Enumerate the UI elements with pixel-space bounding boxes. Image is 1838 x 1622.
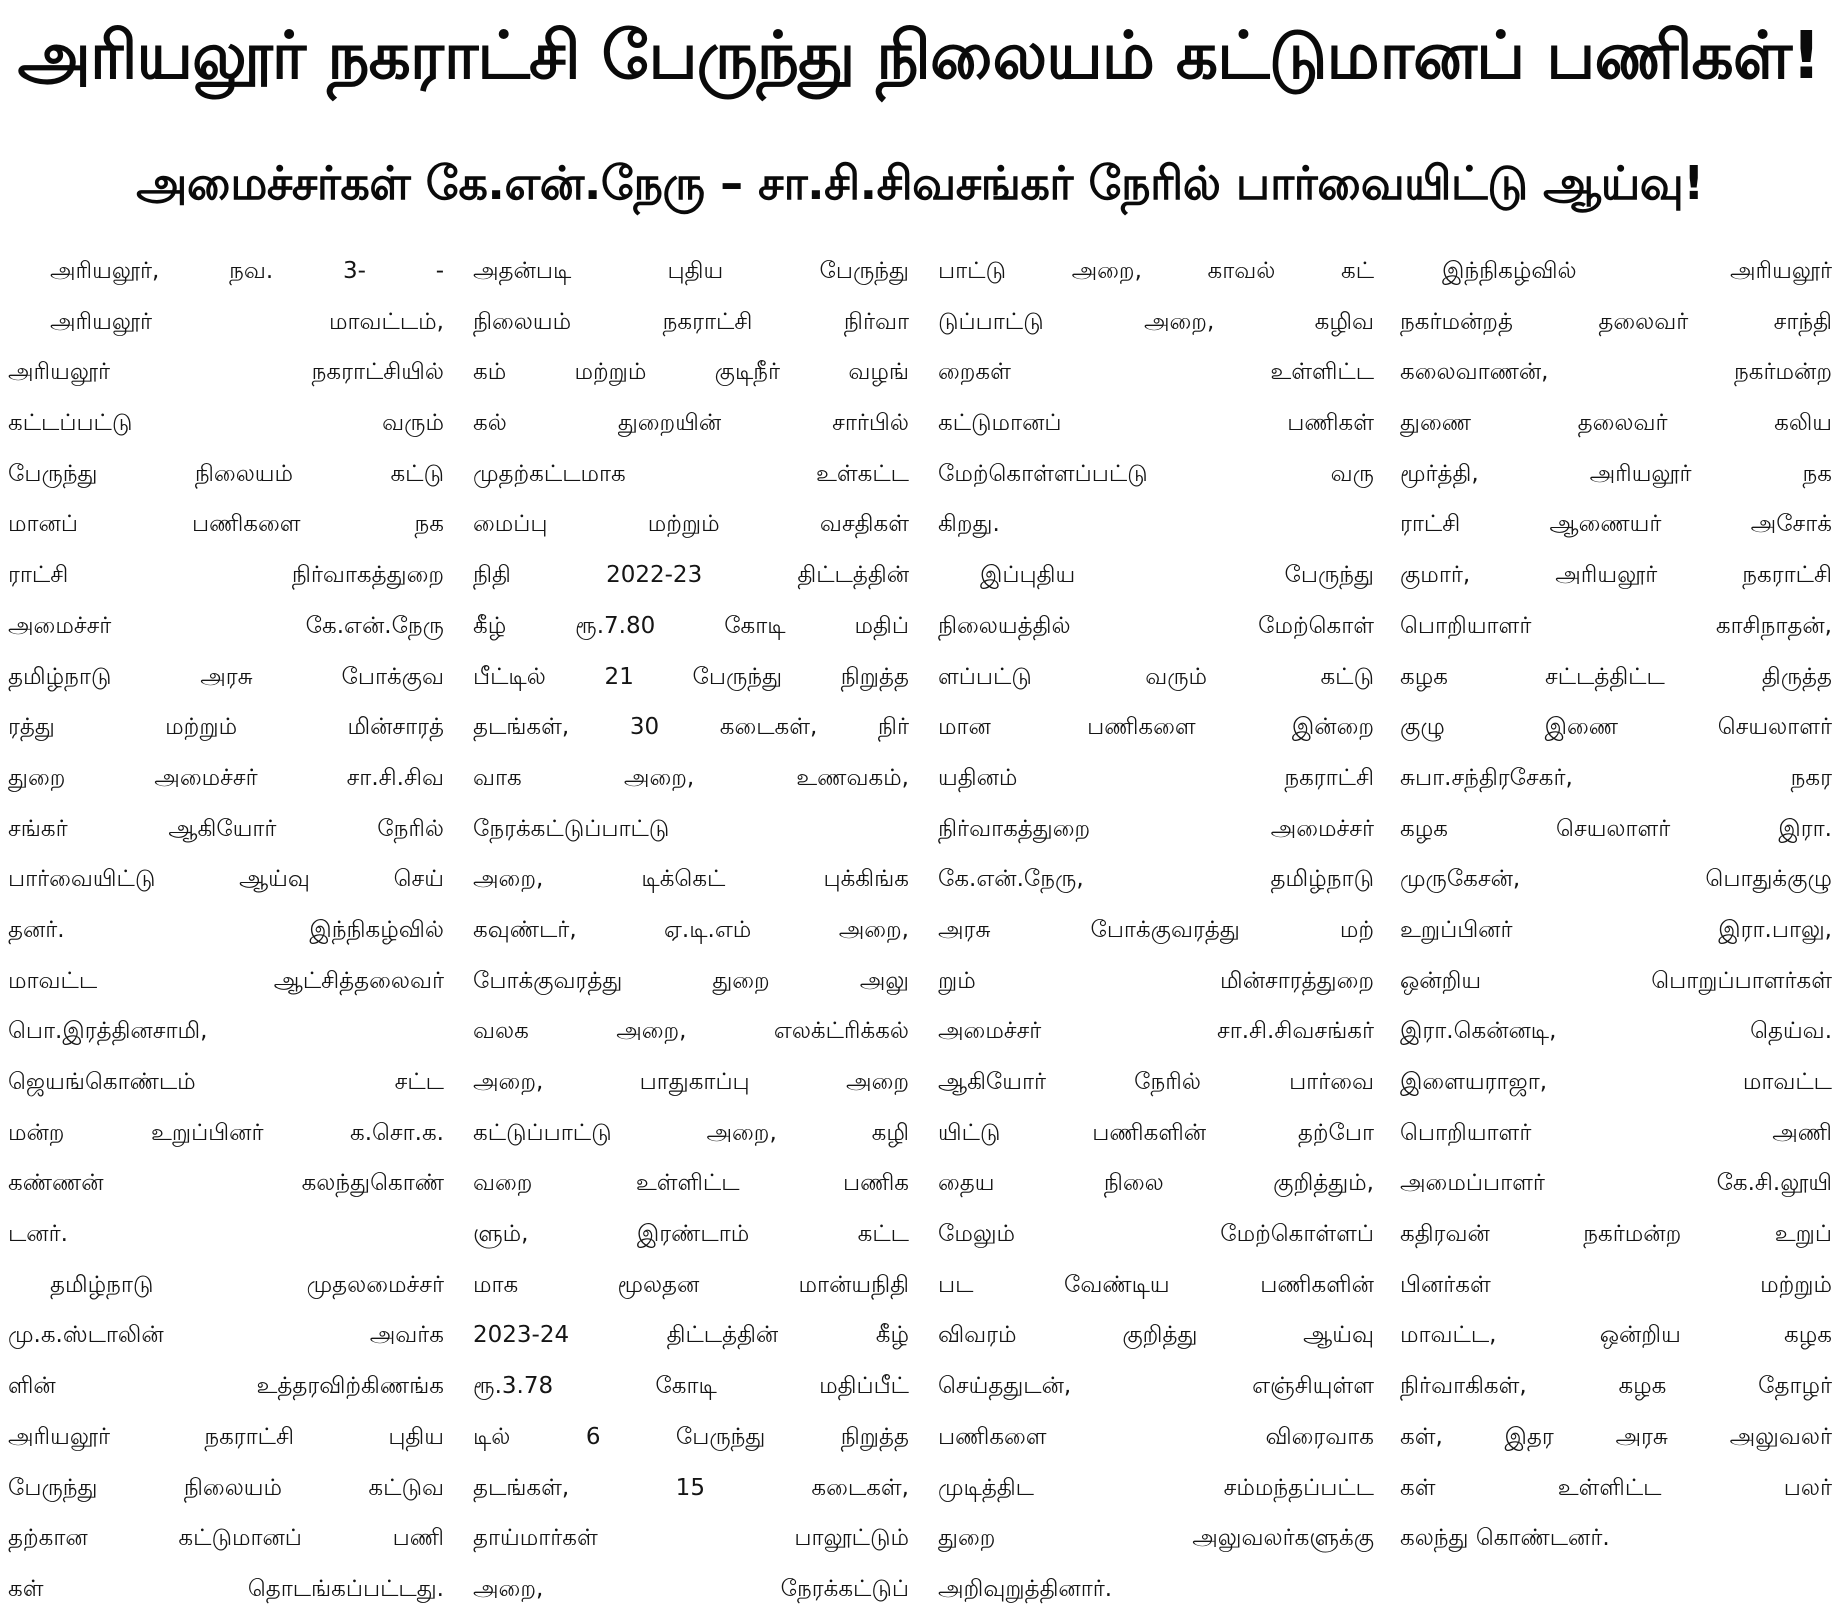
article-column-2 — [473, 246, 909, 1616]
article-line: மேலும் மேற்கொள்ளப் — [938, 1221, 1374, 1248]
article-line: துறை அமைச்சர் சா.சி.சிவ — [8, 764, 444, 791]
article-line: முருகேசன், பொதுக்குழு — [1400, 866, 1832, 893]
article-line: கலந்து கொண்டனர். — [1400, 1525, 1610, 1552]
article-line: இந்நிகழ்வில் அரியலூர் — [1442, 258, 1832, 284]
article-line: கீழ் ரூ.7.80 கோடி மதிப் — [473, 612, 909, 639]
article-line: யதினம் நகராட்சி — [938, 764, 1374, 791]
article-line: முடித்திட சம்மந்தப்பட்ட — [938, 1474, 1374, 1501]
article-line: நிலையத்தில் மேற்கொள் — [938, 612, 1374, 639]
article-column-4 — [1400, 246, 1832, 1616]
article-line: ராட்சி நிர்வாகத்துறை — [8, 562, 444, 589]
article-line: டில் 6 பேருந்து நிறுத்த — [473, 1423, 909, 1450]
article-line: செய்ததுடன், எஞ்சியுள்ள — [938, 1373, 1374, 1400]
article-line: நிலையம் நகராட்சி நிர்வா — [473, 308, 909, 335]
subheadline: அமைச்சர்கள் கே.என்.நேரு – சா.சி.சிவசங்கர் நேரில் பார்வையிட்டு ஆய்வு! — [136, 155, 1704, 210]
article-line: கல் துறையின் சார்பில் — [473, 410, 909, 437]
article-line: அறை, நேரக்கட்டுப் — [473, 1575, 909, 1602]
article-line: குழு இணை செயலாளர் — [1400, 714, 1832, 741]
article-line: அறை, டிக்கெட் புக்கிங்க — [473, 866, 909, 893]
article-line: மூர்த்தி, அரியலூர் நக — [1400, 460, 1832, 487]
article-line: குமார், அரியலூர் நகராட்சி — [1400, 562, 1832, 589]
article-line: தமிழ்நாடு அரசு போக்குவ — [8, 663, 444, 690]
article-line: கட்டப்பட்டு வரும் — [8, 410, 444, 437]
article-line: தமிழ்நாடு முதலமைச்சர் — [50, 1271, 444, 1298]
article-line: ராட்சி ஆணையர் அசோக் — [1400, 511, 1832, 538]
article-column-1 — [8, 246, 444, 1616]
article-line: அறை, பாதுகாப்பு அறை — [473, 1069, 909, 1095]
article-line: மாவட்ட, ஒன்றிய கழக — [1400, 1322, 1832, 1349]
article-line: கதிரவன் நகர்மன்ற உறுப் — [1400, 1221, 1832, 1248]
article-line: ஒன்றிய பொறுப்பாளர்கள் — [1400, 967, 1832, 994]
article-line: மாவட்ட ஆட்சித்தலைவர் — [8, 967, 444, 994]
article-line: மேற்கொள்ளப்பட்டு வரு — [938, 460, 1374, 487]
article-line: ளப்பட்டு வரும் கட்டு — [938, 663, 1374, 690]
article-line: துணை தலைவர் கலிய — [1400, 410, 1832, 437]
article-line: தடங்கள், 15 கடைகள், — [473, 1474, 909, 1501]
article-line: 2023-24 திட்டத்தின் கீழ் — [473, 1322, 909, 1349]
article-line: நிதி 2022-23 திட்டத்தின் — [473, 562, 909, 589]
article-line: நேரக்கட்டுப்பாட்டு — [473, 815, 670, 842]
article-line: தாய்மார்கள் பாலூட்டும் — [473, 1525, 909, 1552]
article-line: டுப்பாட்டு அறை, கழிவ — [938, 308, 1374, 335]
article-line: பணிகளை விரைவாக — [938, 1423, 1374, 1450]
article-line: நிர்வாகத்துறை அமைச்சர் — [938, 815, 1374, 842]
article-line: பார்வையிட்டு ஆய்வு செய் — [8, 866, 444, 893]
article-line: பேருந்து நிலையம் கட்டுவ — [8, 1474, 444, 1501]
article-column-3 — [938, 246, 1374, 1616]
article-line: மான பணிகளை இன்றை — [938, 714, 1374, 741]
article-line: தற்கான கட்டுமானப் பணி — [8, 1525, 444, 1552]
article-line: கண்ணன் கலந்துகொண் — [8, 1170, 444, 1197]
article-line: நிர்வாகிகள், கழக தோழர் — [1400, 1373, 1832, 1400]
article-line: பீட்டில் 21 பேருந்து நிறுத்த — [473, 663, 909, 690]
article-line: கவுண்டர், ஏ.டி.எம் அறை, — [473, 916, 909, 943]
article-line: கலைவாணன், நகர்மன்ற — [1400, 359, 1832, 386]
article-line: உறுப்பினர் இரா.பாலு, — [1400, 916, 1832, 943]
article-line: அமைச்சர் கே.என்.நேரு — [8, 612, 444, 639]
article-line: றைகள் உள்ளிட்ட — [938, 359, 1374, 386]
article-line: கட்டுப்பாட்டு அறை, கழி — [473, 1119, 909, 1146]
article-line: மாக மூலதன மான்யநிதி — [473, 1271, 909, 1298]
article-line: சங்கர் ஆகியோர் நேரில் — [8, 815, 444, 842]
article-line: பொறியாளர் அணி — [1400, 1119, 1832, 1146]
article-line: பட வேண்டிய பணிகளின் — [938, 1271, 1374, 1298]
article-line: ரூ.3.78 கோடி மதிப்பீட் — [473, 1373, 909, 1400]
article-line: கள், இதர அரசு அலுவலர் — [1400, 1423, 1832, 1450]
article-line: கள் உள்ளிட்ட பலர் — [1400, 1474, 1832, 1501]
article-line: மன்ற உறுப்பினர் க.சொ.க. — [8, 1119, 444, 1146]
headline: அரியலூர் நகராட்சி பேருந்து நிலையம் கட்டுமானப் பணிகள்! — [17, 17, 1821, 94]
article-line: கே.என்.நேரு, தமிழ்நாடு — [938, 866, 1374, 893]
article-line: கழக செயலாளர் இரா. — [1400, 815, 1832, 842]
article-line: பொறியாளர் காசிநாதன், — [1400, 612, 1832, 639]
article-line: ஆகியோர் நேரில் பார்வை — [938, 1069, 1374, 1095]
article-line: மைப்பு மற்றும் வசதிகள் — [473, 511, 909, 538]
article-line: கம் மற்றும் குடிநீர் வழங் — [473, 359, 909, 386]
article-line: கழக சட்டத்திட்ட திருத்த — [1400, 663, 1832, 690]
article-line: நகர்மன்றத் தலைவர் சாந்தி — [1400, 308, 1832, 335]
article-line: ளின் உத்தரவிற்கிணங்க — [8, 1373, 444, 1400]
article-line: விவரம் குறித்து ஆய்வு — [938, 1322, 1374, 1349]
article-line: இளையராஜா, மாவட்ட — [1400, 1069, 1832, 1095]
article-line: முதற்கட்டமாக உள்கட்ட — [473, 460, 909, 487]
article-line: அதன்படி புதிய பேருந்து — [473, 258, 909, 284]
article-line: டனர். — [8, 1221, 68, 1248]
article-line: இப்புதிய பேருந்து — [980, 562, 1374, 589]
article-line: துறை அலுவலர்களுக்கு — [938, 1525, 1374, 1552]
article-line: சுபா.சந்திரசேகர், நகர — [1400, 764, 1832, 791]
article-line: ளும், இரண்டாம் கட்ட — [473, 1221, 909, 1248]
article-line: போக்குவரத்து துறை அலு — [473, 967, 909, 994]
article-line: தனர். இந்நிகழ்வில் — [8, 916, 444, 943]
article-line: கிறது. — [938, 511, 1000, 538]
article-body — [0, 246, 1838, 1622]
article-line: அறிவுறுத்தினார். — [938, 1575, 1113, 1602]
article-line: மானப் பணிகளை நக — [8, 511, 444, 538]
article-line: கள் தொடங்கப்பட்டது. — [8, 1575, 444, 1602]
article-line: அரசு போக்குவரத்து மற் — [938, 916, 1374, 943]
article-line: அமைச்சர் சா.சி.சிவசங்கர் — [938, 1018, 1374, 1045]
article-line: அரியலூர் நகராட்சியில் — [8, 359, 444, 386]
article-line: மு.க.ஸ்டாலின் அவர்க — [8, 1322, 444, 1349]
article-line: கட்டுமானப் பணிகள் — [938, 410, 1374, 437]
article-line: அமைப்பாளர் கே.சி.லூயி — [1400, 1170, 1832, 1197]
article-line: வலக அறை, எலக்ட்ரிக்கல் — [473, 1018, 909, 1045]
article-line: தடங்கள், 30 கடைகள், நிர் — [473, 714, 909, 741]
article-line: வாக அறை, உணவகம், — [473, 764, 909, 791]
article-line: அரியலூர் மாவட்டம், — [50, 308, 444, 335]
article-line: யிட்டு பணிகளின் தற்போ — [938, 1119, 1374, 1146]
article-line: பினர்கள் மற்றும் — [1400, 1271, 1832, 1298]
article-line: அரியலூர் நகராட்சி புதிய — [8, 1423, 444, 1450]
article-line: பேருந்து நிலையம் கட்டு — [8, 460, 444, 487]
article-line: ஜெயங்கொண்டம் சட்ட — [8, 1069, 444, 1095]
article-line: பாட்டு அறை, காவல் கட் — [938, 258, 1374, 284]
article-line: பொ.இரத்தினசாமி, — [8, 1018, 208, 1045]
article-line: வறை உள்ளிட்ட பணிக — [473, 1170, 909, 1197]
article-line: றும் மின்சாரத்துறை — [938, 967, 1374, 994]
article-line: அரியலூர், நவ. 3- - — [50, 258, 444, 284]
article-line: ரத்து மற்றும் மின்சாரத் — [8, 714, 444, 741]
article-line: இரா.கென்னடி, தெய்வ. — [1400, 1018, 1832, 1045]
article-line: தைய நிலை குறித்தும், — [938, 1170, 1374, 1197]
